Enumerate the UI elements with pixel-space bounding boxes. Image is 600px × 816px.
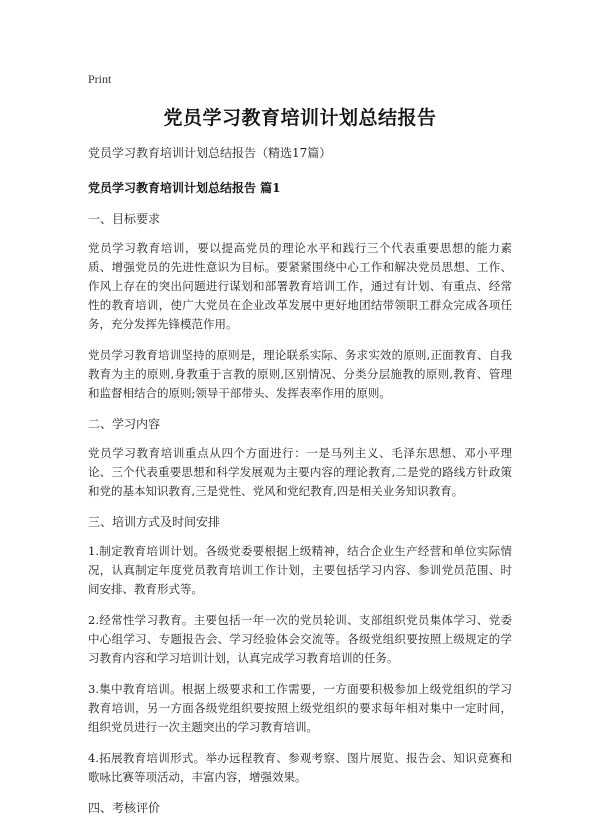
paragraph-method-2: 2.经常性学习教育。主要包括一年一次的党员轮训、支部组织党员集体学习、党委中心组学习、专题报告会、学习经验体会交流等。各级党组织要按照上级规定的学习教育内容和学习培训计划，认真完成学习教育培训的任务。 xyxy=(88,613,512,665)
paragraph-goals: 党员学习教育培训，要以提高党员的理论水平和践行三个代表重要思想的能力素质、增强党员的先进性意识为目标。要紧紧围绕中心工作和解决党员思想、工作、作风上存在的突出问题进行谋划和部署教育培训工作，通过有计划、有重点、经常性的教育培训，使广大党员在企业改革发展中更好地团结带领职工群众完成各项任务，充分发挥先锋模范作用。 xyxy=(88,241,512,331)
paragraph-content: 党员学习教育培训重点从四个方面进行：一是马列主义、毛泽东思想、邓小平理论、三个代表重要思想和科学发展观为主要内容的理论教育,二是党的路线方针政策和党的基本知识教育,三是党性、党风和党纪教育,四是相关业务知识教育。 xyxy=(88,446,512,498)
document-subtitle: 党员学习教育培训计划总结报告（精选17篇） xyxy=(88,146,332,160)
document-title: 党员学习教育培训计划总结报告 xyxy=(163,107,437,129)
paragraph-method-4: 4.拓展教育培训形式。举办远程教育、参观考察、图片展览、报告会、知识竞赛和歌咏比赛等项活动，丰富内容，增强效果。 xyxy=(88,751,512,784)
paragraph-method-3: 3.集中教育培训。根据上级要求和工作需要，一方面要积极参加上级党组织的学习教育培训，另一方面各级党组织要按照上级党组织的要求每年相对集中一定时间，组织党员进行一次主题突出的学习教育培训。 xyxy=(88,682,512,734)
section-heading: 党员学习教育培训计划总结报告 篇1 xyxy=(88,181,281,195)
heading-methods: 三、培训方式及时间安排 xyxy=(88,515,221,529)
paragraph-principles: 党员学习教育培训坚持的原则是，理论联系实际、务求实效的原则,正面教育、自我教育为主的原则,身教重于言教的原则,区别情况、分类分层施教的原则,教育、管理和监督相结合的原则;领导干部带头、发挥表率作用的原则。 xyxy=(88,348,512,400)
heading-content: 二、学习内容 xyxy=(88,417,161,431)
heading-evaluation: 四、考核评价 xyxy=(88,801,161,815)
print-label[interactable]: Print xyxy=(88,72,112,86)
heading-goals: 一、目标要求 xyxy=(88,212,161,226)
paragraph-method-1: 1.制定教育培训计划。各级党委要根据上级精神，结合企业生产经营和单位实际情况，认真制定年度党员教育培训工作计划，主要包括学习内容、参训党员范围、时间安排、教育形式等。 xyxy=(88,544,512,596)
